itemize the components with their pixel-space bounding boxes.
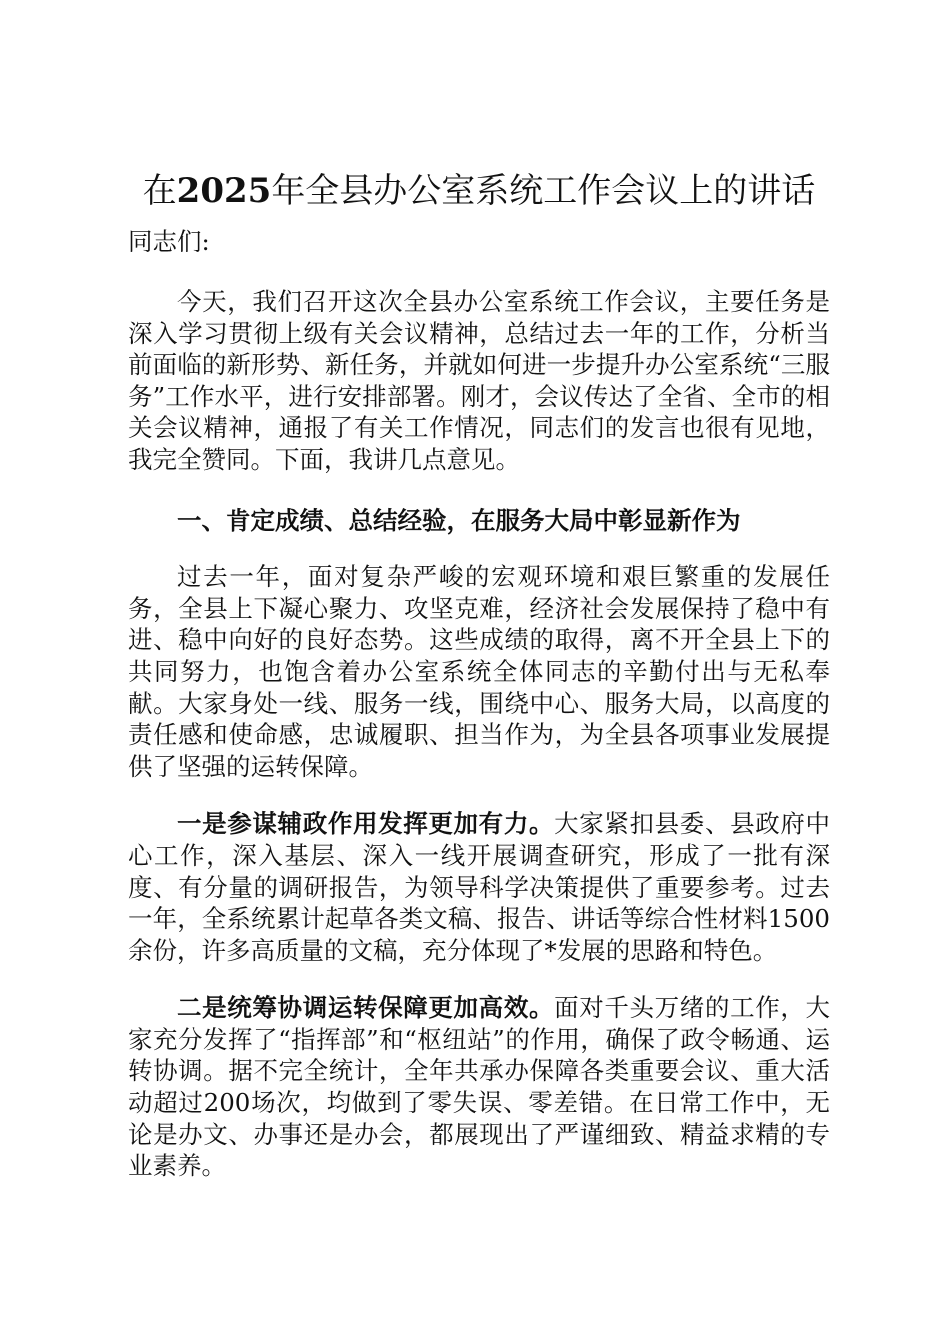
paragraph-intro: 今天，我们召开这次全县办公室系统工作会议，主要任务是深入学习贯彻上级有关会议精神，总结过去一年的工作，分析当前面临的新形势、新任务，并就如何进一步提升办公室系统“三服务”工作水平，进行安排部署。刚才，会议传达了全省、全市的相关会议精神，通报了有关工作情况，同志们的发言也很有见地，我完全赞同。下面，我讲几点意见。 [128, 287, 830, 474]
salutation: 同志们: [128, 227, 210, 256]
paragraph-point-one [128, 808, 830, 966]
point-one-body: 大家紧扣县委、县政府中心工作，深入基层、深入一线开展调查研究，形成了一批有深度、有分量的调研报告，为领导科学决策提供了重要参考。过去一年，全系统累计起草各类文稿、报告、讲话等综合性材料1500余份，许多高质量的文稿，充分体现了*发展的思路和特色。 [128, 809, 831, 965]
title-suffix: 年全县办公室系统工作会议上的讲话 [271, 171, 816, 211]
section-heading: 一、肯定成绩、总结经验，在服务大局中彰显新作为 [177, 505, 741, 535]
title-year: 2025 [176, 171, 272, 211]
paragraph-review: 过去一年，面对复杂严峻的宏观环境和艰巨繁重的发展任务，全县上下凝心聚力、攻坚克难，经济社会发展保持了稳中有进、稳中向好的良好态势。这些成绩的取得，离不开全县上下的共同努力，也饱含着办公室系统全体同志的辛勤付出与无私奉献。大家身处一线、服务一线，围绕中心、服务大局，以高度的责任感和使命感，忠诚履职、担当作为，为全县各项事业发展提供了坚强的运转保障。 [128, 562, 830, 781]
point-two-lead: 二是统筹协调运转保障更加高效。 [177, 993, 555, 1023]
title-prefix: 在 [142, 171, 177, 211]
document-page [128, 165, 830, 1182]
document-title [116, 165, 842, 217]
paragraph-point-two [128, 992, 830, 1182]
point-one-lead: 一是参谋辅政作用发挥更加有力。 [177, 809, 555, 839]
point-two-body: 面对千头万绪的工作，大家充分发挥了“指挥部”和“枢纽站”的作用，确保了政令畅通、运转协调。据不完全统计，全年共承办保障各类重要会议、重大活动超过200场次，均做到了零失误、零差错。在日常工作中，无论是办文、办事还是办会，都展现出了严谨细致、精益求精的专业素养。 [128, 993, 831, 1181]
